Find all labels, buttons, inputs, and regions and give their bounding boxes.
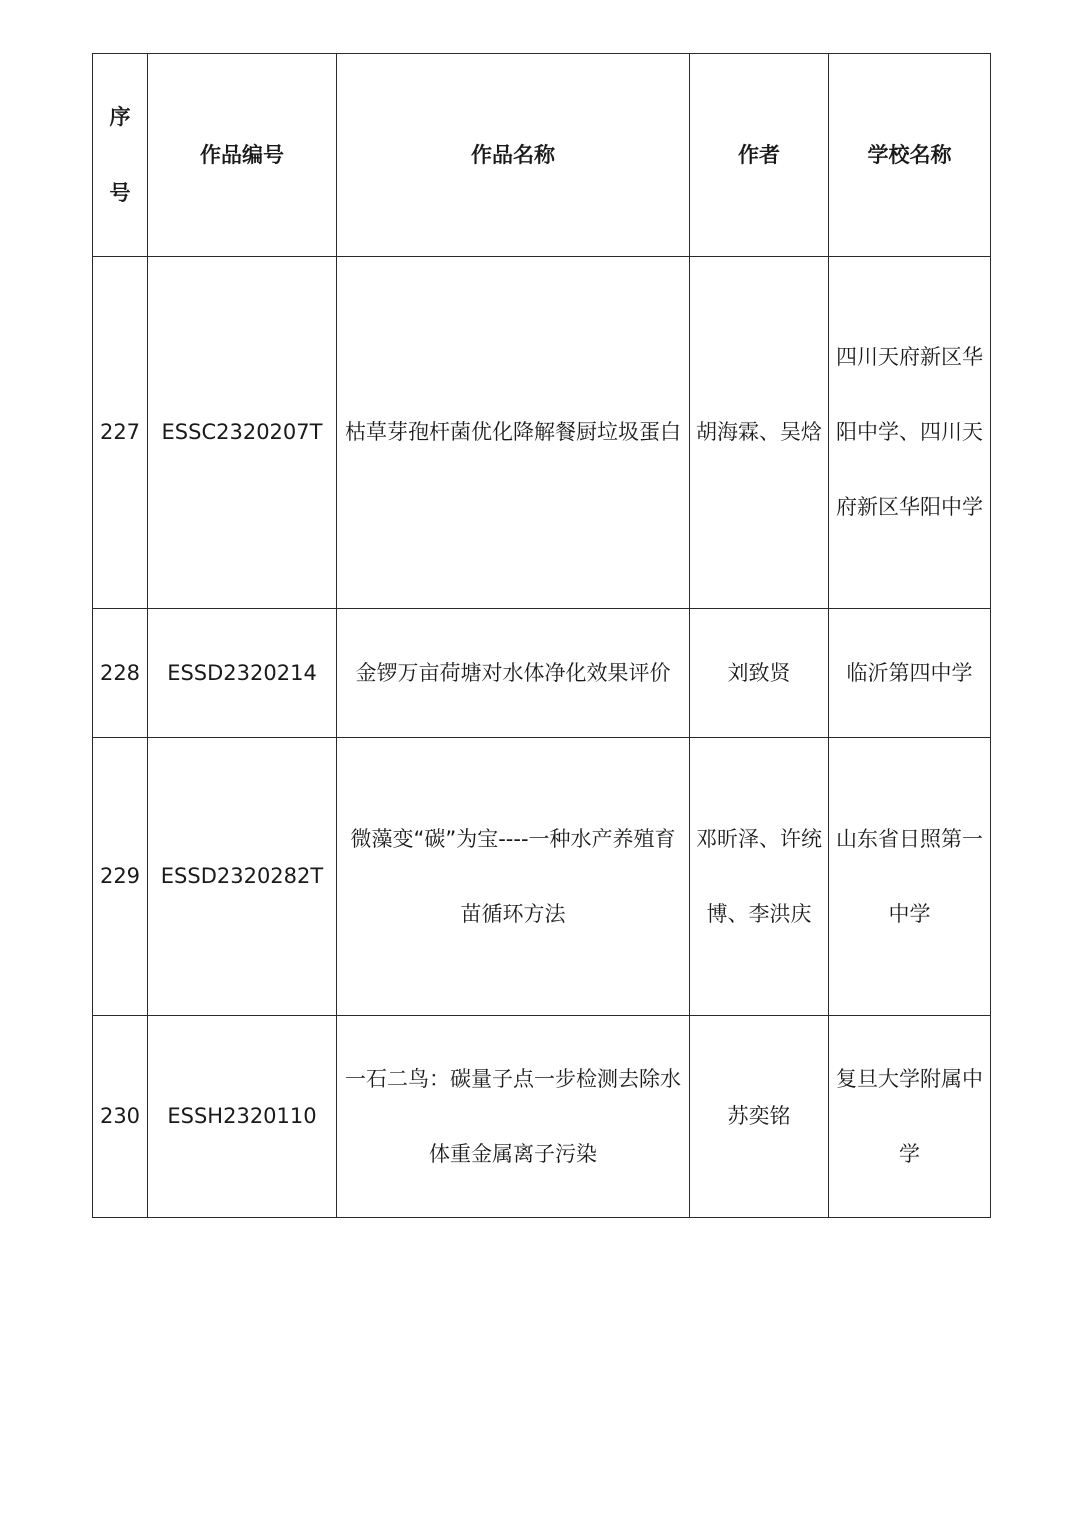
cell-code: ESSD2320282T (148, 738, 337, 1016)
table-row (93, 257, 991, 609)
cell-school: 临沂第四中学 (829, 609, 991, 738)
cell-title: 金锣万亩荷塘对水体净化效果评价 (337, 609, 690, 738)
header-code: 作品编号 (148, 54, 337, 257)
header-seq-line2: 号 (109, 181, 131, 205)
table-row (93, 1016, 991, 1218)
cell-code: ESSD2320214 (148, 609, 337, 738)
cell-seq: 227 (93, 257, 148, 609)
cell-seq: 229 (93, 738, 148, 1016)
cell-school: 四川天府新区华阳中学、四川天府新区华阳中学 (829, 257, 991, 609)
cell-school: 复旦大学附属中学 (829, 1016, 991, 1218)
cell-author: 胡海霖、吴焓 (690, 257, 829, 609)
table-row (93, 609, 991, 738)
cell-seq: 230 (93, 1016, 148, 1218)
header-row (93, 54, 991, 257)
cell-title: 枯草芽孢杆菌优化降解餐厨垃圾蛋白 (337, 257, 690, 609)
header-title: 作品名称 (337, 54, 690, 257)
cell-author: 苏奕铭 (690, 1016, 829, 1218)
cell-title: 微藻变“碳”为宝----一种水产养殖育苗循环方法 (337, 738, 690, 1016)
cell-seq: 228 (93, 609, 148, 738)
header-seq-line1: 序 (109, 105, 131, 129)
cell-author: 刘致贤 (690, 609, 829, 738)
header-school: 学校名称 (829, 54, 991, 257)
cell-code: ESSH2320110 (148, 1016, 337, 1218)
cell-title: 一石二鸟：碳量子点一步检测去除水体重金属离子污染 (337, 1016, 690, 1218)
header-seq (93, 54, 148, 257)
table-row (93, 738, 991, 1016)
cell-school: 山东省日照第一中学 (829, 738, 991, 1016)
cell-author: 邓昕泽、许统博、李洪庆 (690, 738, 829, 1016)
results-table (92, 53, 991, 1218)
header-author: 作者 (690, 54, 829, 257)
cell-code: ESSC2320207T (148, 257, 337, 609)
